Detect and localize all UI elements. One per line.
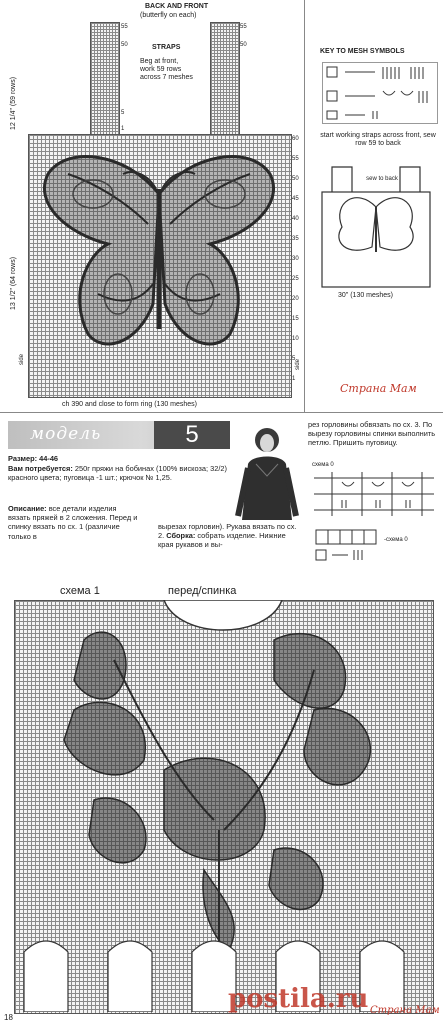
size-label: Размер: xyxy=(8,454,38,463)
scheme0-legend-diagram xyxy=(312,528,382,564)
strap-tick-5: 5 xyxy=(121,110,125,116)
right-strap-grid xyxy=(210,22,240,136)
page-number: 18 xyxy=(4,1013,13,1022)
scheme0-label-secondary: -схема 0 xyxy=(384,537,408,543)
bag-diagram xyxy=(312,152,440,302)
tick-15: 15 xyxy=(292,316,299,322)
watermark-main: postila.ru xyxy=(228,984,369,1014)
tick-45: 45 xyxy=(292,196,299,202)
butterfly-motif xyxy=(28,134,290,396)
tick-60: 60 xyxy=(292,136,299,142)
mid-text: вырезах горловин). Рукава вязать по сх. 2. xyxy=(158,522,297,541)
left-dim-upper: 12 1/4" (59 rows) xyxy=(10,76,17,130)
size-line xyxy=(8,454,230,463)
assembly-text: собрать изделие. Нижние края рукавов и вы- xyxy=(158,531,286,550)
assembly-label: Сборка: xyxy=(166,531,196,541)
scheme0-diagram xyxy=(312,470,436,518)
tick-10: 10 xyxy=(292,336,299,342)
strap-tick-50-right: 50 xyxy=(240,42,247,48)
bottom-chain-label: ch 390 and close to form ring (130 meshes) xyxy=(62,401,198,408)
strap-instruction: start working straps across front, sew row 59 to back xyxy=(320,132,436,147)
mesh-symbols-box xyxy=(322,62,438,124)
bag-width-label: 30" (130 meshes) xyxy=(338,292,394,299)
flower-motif xyxy=(14,600,432,1012)
tick-1: 1 xyxy=(292,376,296,382)
model-banner xyxy=(8,421,230,449)
need-paragraph xyxy=(8,464,230,482)
mid-paragraph xyxy=(158,522,300,550)
need-text: 250г пряжи на бобинах (100% вискоза; 32/2) красного цвета; пуговица -1 шт.; крючок № 1,25. xyxy=(8,464,227,483)
side-label-right: side xyxy=(295,358,301,370)
tick-35: 35 xyxy=(292,236,299,242)
need-label: Вам потребуется: xyxy=(8,464,73,473)
tick-20: 20 xyxy=(292,296,299,302)
side-label-left: side xyxy=(19,353,25,365)
model-photo xyxy=(234,420,300,528)
front-back-label: перед/спинка xyxy=(168,585,237,597)
model-label: модель xyxy=(30,424,102,444)
right-paragraph: рез горловины обвязать по сх. 3. По вырезу горловины спинки выполнить петлю. Пришить пуговицу. xyxy=(308,420,436,448)
tick-55: 55 xyxy=(292,156,299,162)
tick-5: 5 xyxy=(292,356,296,362)
tick-50: 50 xyxy=(292,176,299,182)
straps-line-2: work 59 rows xyxy=(140,66,182,73)
tick-30: 30 xyxy=(292,256,299,262)
tick-25: 25 xyxy=(292,276,299,282)
watermark-bottom: Страна Мам xyxy=(370,1005,440,1016)
description-label: Описание: xyxy=(8,504,47,513)
key-title: KEY TO MESH SYMBOLS xyxy=(320,48,405,55)
description-paragraph xyxy=(8,504,138,541)
left-strap-grid xyxy=(90,22,120,136)
size-value: 44-46 xyxy=(39,454,59,463)
strap-tick-50: 50 xyxy=(121,42,128,48)
mesh-symbols-icon xyxy=(323,63,437,123)
strap-tick-1: 1 xyxy=(121,126,125,132)
top-vertical-divider xyxy=(304,0,305,412)
scheme1-label: схема 1 xyxy=(60,585,100,597)
chart-subtitle: (butterfly on each) xyxy=(140,12,197,19)
left-dim-lower: 13 1/2" (64 rows) xyxy=(10,256,17,310)
watermark-top: Страна Мам xyxy=(340,382,417,395)
model-number: 5 xyxy=(154,421,230,449)
strap-tick-55-right: 55 xyxy=(240,24,247,30)
description-text: все детали изделия вязать пряжей в 2 сложения. Перед и спинку вязать по сх. 1 (различие только в xyxy=(8,504,138,541)
straps-line-3: across 7 meshes xyxy=(140,74,193,81)
chart-title: BACK AND FRONT xyxy=(145,3,209,10)
straps-title: STRAPS xyxy=(152,44,181,51)
scheme0-label: схема 0 xyxy=(312,462,334,468)
strap-tick-55: 55 xyxy=(121,24,128,30)
sew-to-back-label: sew to back xyxy=(366,176,398,182)
straps-line-1: Beg at front, xyxy=(140,58,179,65)
tick-40: 40 xyxy=(292,216,299,222)
section-divider xyxy=(0,412,443,413)
